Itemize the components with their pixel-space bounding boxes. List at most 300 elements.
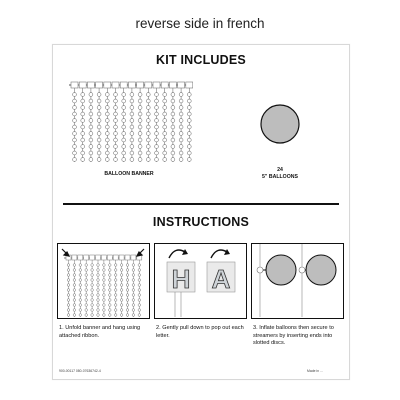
banner-disc xyxy=(171,125,175,129)
banner-disc xyxy=(163,112,167,116)
banner-disc xyxy=(81,138,85,142)
banner-disc xyxy=(187,151,191,155)
banner-disc xyxy=(81,132,85,136)
banner-disc xyxy=(89,106,93,110)
banner-disc xyxy=(97,264,100,267)
banner-disc xyxy=(73,119,77,123)
banner-disc xyxy=(171,138,175,142)
banner-disc xyxy=(120,274,123,277)
banner-disc xyxy=(97,309,100,312)
banner-disc xyxy=(187,112,191,116)
banner-disc xyxy=(155,132,159,136)
banner-disc xyxy=(126,299,129,302)
banner-disc xyxy=(109,304,112,307)
banner-disc xyxy=(89,125,93,129)
banner-disc xyxy=(163,151,167,155)
banner-disc xyxy=(97,106,101,110)
banner-disc xyxy=(132,309,135,312)
banner-disc xyxy=(163,93,167,97)
banner-disc xyxy=(97,138,101,142)
banner-disc xyxy=(171,132,175,136)
banner-disc xyxy=(73,106,77,110)
banner-disc xyxy=(130,112,134,116)
banner-disc xyxy=(97,314,100,317)
banner-disc xyxy=(97,132,101,136)
banner-disc xyxy=(109,309,112,312)
banner-disc xyxy=(187,132,191,136)
banner-disc xyxy=(187,138,191,142)
banner-disc xyxy=(67,284,70,287)
banner-disc xyxy=(122,151,126,155)
banner-disc xyxy=(114,279,117,282)
banner-disc xyxy=(171,145,175,149)
banner-disc xyxy=(91,309,94,312)
banner-disc xyxy=(81,106,85,110)
banner-disc xyxy=(122,138,126,142)
banner-disc xyxy=(122,93,126,97)
banner-disc xyxy=(103,279,106,282)
banner-disc xyxy=(122,132,126,136)
banner-disc xyxy=(130,106,134,110)
banner-pennant xyxy=(137,82,144,88)
banner-disc xyxy=(155,93,159,97)
banner-disc xyxy=(122,119,126,123)
banner-disc xyxy=(85,279,88,282)
banner-disc xyxy=(126,304,129,307)
banner-disc xyxy=(163,125,167,129)
banner-pennant xyxy=(119,255,124,260)
banner-disc xyxy=(138,289,141,292)
banner-disc xyxy=(105,93,109,97)
banner-disc xyxy=(114,93,118,97)
banner-disc xyxy=(146,125,150,129)
banner-disc xyxy=(89,112,93,116)
banner-disc xyxy=(114,145,118,149)
step-2-illustration xyxy=(154,243,247,319)
banner-disc xyxy=(67,274,70,277)
banner-disc xyxy=(138,314,141,317)
banner-disc xyxy=(171,106,175,110)
banner-pennant xyxy=(113,255,118,260)
banner-disc xyxy=(138,112,142,116)
banner-disc xyxy=(126,289,129,292)
banner-disc xyxy=(138,158,142,162)
banner-disc xyxy=(73,284,76,287)
banner-disc xyxy=(91,294,94,297)
banner-disc xyxy=(105,145,109,149)
banner-disc xyxy=(122,158,126,162)
banner-disc xyxy=(85,269,88,272)
banner-disc xyxy=(97,93,101,97)
balloons-label: 5" BALLOONS xyxy=(262,174,298,180)
banner-disc xyxy=(105,138,109,142)
banner-pennant xyxy=(78,255,83,260)
banner-pennant xyxy=(72,255,77,260)
footer-product-codes: 900-00117 080-07636742-4 xyxy=(59,369,101,373)
banner-disc xyxy=(120,289,123,292)
banner-disc xyxy=(73,269,76,272)
step-1-illustration xyxy=(57,243,150,319)
banner-disc xyxy=(91,264,94,267)
banner-disc xyxy=(91,314,94,317)
banner-disc xyxy=(114,99,118,103)
banner-disc xyxy=(89,138,93,142)
banner-disc xyxy=(73,289,76,292)
banner-pennant xyxy=(71,82,78,88)
banner-disc xyxy=(85,284,88,287)
banner-disc xyxy=(85,274,88,277)
banner-disc xyxy=(91,304,94,307)
banner-disc xyxy=(146,151,150,155)
banner-disc xyxy=(155,106,159,110)
banner-disc xyxy=(130,119,134,123)
banner-disc xyxy=(85,264,88,267)
banner-disc xyxy=(91,269,94,272)
banner-disc xyxy=(114,289,117,292)
banner-disc xyxy=(187,99,191,103)
banner-disc xyxy=(67,314,70,317)
banner-disc xyxy=(132,314,135,317)
banner-disc xyxy=(146,119,150,123)
banner-disc xyxy=(109,284,112,287)
banner-disc xyxy=(73,138,77,142)
banner-disc xyxy=(105,132,109,136)
banner-disc xyxy=(179,119,183,123)
banner-disc xyxy=(103,309,106,312)
banner-disc xyxy=(122,106,126,110)
banner-pennant xyxy=(145,82,152,88)
banner-pennant xyxy=(112,82,119,88)
banner-disc xyxy=(179,125,183,129)
letter-a-mark: A xyxy=(211,264,231,294)
banner-disc xyxy=(114,309,117,312)
banner-disc xyxy=(146,112,150,116)
banner-disc xyxy=(187,119,191,123)
banner-disc xyxy=(79,269,82,272)
banner-disc xyxy=(73,93,77,97)
banner-disc xyxy=(138,304,141,307)
banner-disc xyxy=(114,304,117,307)
banner-disc xyxy=(138,119,142,123)
banner-disc xyxy=(138,299,141,302)
banner-disc xyxy=(89,119,93,123)
banner-disc xyxy=(130,151,134,155)
banner-disc xyxy=(81,151,85,155)
banner-disc xyxy=(103,264,106,267)
banner-pennant xyxy=(161,82,168,88)
banner-disc xyxy=(109,269,112,272)
banner-disc xyxy=(179,106,183,110)
banner-disc xyxy=(67,269,70,272)
banner-disc xyxy=(109,279,112,282)
banner-disc xyxy=(155,145,159,149)
balloons-count: 24 xyxy=(277,167,283,173)
banner-disc xyxy=(114,151,118,155)
banner-disc xyxy=(103,294,106,297)
banner-pennant xyxy=(131,255,136,260)
banner-disc xyxy=(73,294,76,297)
banner-disc xyxy=(103,314,106,317)
banner-disc xyxy=(122,145,126,149)
banner-disc xyxy=(105,151,109,155)
banner-pennant xyxy=(153,82,160,88)
banner-disc xyxy=(105,99,109,103)
banner-disc xyxy=(114,158,118,162)
banner-disc xyxy=(171,93,175,97)
banner-disc xyxy=(79,294,82,297)
banner-disc xyxy=(163,99,167,103)
banner-pennant xyxy=(107,255,112,260)
banner-pennant xyxy=(87,82,94,88)
banner-disc xyxy=(73,151,77,155)
banner-disc xyxy=(91,289,94,292)
banner-disc xyxy=(130,125,134,129)
banner-disc xyxy=(85,309,88,312)
banner-disc xyxy=(79,289,82,292)
banner-disc xyxy=(179,145,183,149)
banner-disc xyxy=(114,119,118,123)
banner-disc xyxy=(79,284,82,287)
banner-disc xyxy=(97,304,100,307)
banner-disc xyxy=(132,294,135,297)
banner-disc xyxy=(114,274,117,277)
banner-disc xyxy=(79,309,82,312)
banner-disc xyxy=(114,132,118,136)
banner-disc xyxy=(109,294,112,297)
banner-disc xyxy=(163,138,167,142)
banner-disc xyxy=(103,274,106,277)
banner-disc xyxy=(132,304,135,307)
banner-disc xyxy=(114,106,118,110)
banner-disc xyxy=(79,299,82,302)
banner-disc xyxy=(171,112,175,116)
banner-disc xyxy=(155,138,159,142)
banner-disc xyxy=(132,269,135,272)
banner-disc xyxy=(109,299,112,302)
banner-disc xyxy=(89,145,93,149)
banner-disc xyxy=(120,299,123,302)
banner-pennant xyxy=(125,255,130,260)
banner-disc xyxy=(179,112,183,116)
banner-disc xyxy=(138,132,142,136)
kit-includes-title: KIT INCLUDES xyxy=(156,53,246,67)
banner-disc xyxy=(81,158,85,162)
instruction-card xyxy=(52,44,350,380)
banner-disc xyxy=(85,289,88,292)
banner-disc xyxy=(73,279,76,282)
banner-disc xyxy=(126,284,129,287)
header-note: reverse side in french xyxy=(135,16,265,31)
banner-disc xyxy=(89,99,93,103)
banner-disc xyxy=(187,93,191,97)
banner-disc xyxy=(67,304,70,307)
banner-disc xyxy=(120,304,123,307)
banner-pennant xyxy=(186,82,193,88)
banner-disc xyxy=(120,269,123,272)
banner-disc xyxy=(89,132,93,136)
step-3-illustration xyxy=(251,243,344,319)
banner-disc xyxy=(79,314,82,317)
banner-disc xyxy=(132,289,135,292)
banner-disc xyxy=(179,132,183,136)
banner-disc xyxy=(132,274,135,277)
instructions-title: INSTRUCTIONS xyxy=(152,215,250,229)
banner-disc xyxy=(114,299,117,302)
banner-disc xyxy=(85,314,88,317)
balloon-banner-illustration xyxy=(67,81,193,165)
banner-disc xyxy=(114,112,118,116)
banner-disc xyxy=(105,106,109,110)
banner-disc xyxy=(163,106,167,110)
banner-disc xyxy=(146,93,150,97)
banner-disc xyxy=(138,145,142,149)
banner-disc xyxy=(67,294,70,297)
banner-pennant xyxy=(104,82,111,88)
banner-disc xyxy=(105,119,109,123)
banner-disc xyxy=(67,279,70,282)
banner-disc xyxy=(179,99,183,103)
banner-disc xyxy=(138,274,141,277)
banner-disc xyxy=(126,274,129,277)
banner-pennant xyxy=(120,82,127,88)
banner-disc xyxy=(187,125,191,129)
banner-disc xyxy=(114,264,117,267)
banner-disc xyxy=(126,309,129,312)
banner-disc xyxy=(97,99,101,103)
banner-disc xyxy=(105,125,109,129)
banner-disc xyxy=(81,112,85,116)
banner-disc xyxy=(85,304,88,307)
banner-disc xyxy=(91,279,94,282)
banner-disc xyxy=(130,158,134,162)
banner-disc xyxy=(67,299,70,302)
banner-pennant xyxy=(128,82,135,88)
banner-disc xyxy=(89,158,93,162)
banner-disc xyxy=(114,138,118,142)
banner-disc xyxy=(109,274,112,277)
banner-disc xyxy=(97,158,101,162)
banner-disc xyxy=(73,314,76,317)
letter-h-mark: H xyxy=(171,264,191,294)
banner-disc xyxy=(73,299,76,302)
banner-disc xyxy=(155,112,159,116)
banner-disc xyxy=(97,289,100,292)
banner-disc xyxy=(138,151,142,155)
section-divider xyxy=(63,203,339,205)
banner-disc xyxy=(114,314,117,317)
banner-disc xyxy=(163,132,167,136)
banner-disc xyxy=(146,106,150,110)
banner-disc xyxy=(122,125,126,129)
banner-disc xyxy=(109,264,112,267)
banner-disc xyxy=(103,284,106,287)
banner-disc xyxy=(138,284,141,287)
banner-disc xyxy=(79,264,82,267)
banner-disc xyxy=(81,93,85,97)
banner-disc xyxy=(81,145,85,149)
banner-disc xyxy=(105,158,109,162)
banner-disc xyxy=(67,309,70,312)
banner-pennant xyxy=(178,82,185,88)
banner-pennant xyxy=(79,82,86,88)
banner-disc xyxy=(122,99,126,103)
banner-disc xyxy=(73,158,77,162)
banner-disc xyxy=(187,145,191,149)
footer-made-in: Made in ... xyxy=(307,369,323,373)
banner-disc xyxy=(73,112,77,116)
banner-disc xyxy=(138,264,141,267)
step-2-text: 2. Gently pull down to pop out each letter. xyxy=(156,325,244,339)
banner-disc xyxy=(138,125,142,129)
banner-disc xyxy=(97,299,100,302)
banner-disc xyxy=(163,145,167,149)
banner-pennant xyxy=(90,255,95,260)
banner-disc xyxy=(73,145,77,149)
banner-disc xyxy=(155,119,159,123)
banner-disc xyxy=(73,125,77,129)
banner-disc xyxy=(146,138,150,142)
banner-disc xyxy=(120,314,123,317)
banner-disc xyxy=(97,145,101,149)
banner-disc xyxy=(73,274,76,277)
banner-disc xyxy=(97,279,100,282)
step-3-text: 3. Inflate balloons then secure to streamers by inserting ends into slotted discs. xyxy=(253,325,334,347)
banner-disc xyxy=(171,158,175,162)
banner-disc xyxy=(67,264,70,267)
banner-disc xyxy=(114,269,117,272)
banner-disc xyxy=(171,119,175,123)
banner-pennant xyxy=(96,255,101,260)
banner-disc xyxy=(179,93,183,97)
banner-disc xyxy=(138,138,142,142)
banner-disc xyxy=(122,112,126,116)
banner-disc xyxy=(146,145,150,149)
banner-disc xyxy=(120,279,123,282)
balloon-illustration xyxy=(259,103,301,145)
banner-disc xyxy=(155,158,159,162)
banner-disc xyxy=(146,132,150,136)
banner-disc xyxy=(138,309,141,312)
banner-disc xyxy=(179,138,183,142)
banner-disc xyxy=(171,151,175,155)
banner-disc xyxy=(89,93,93,97)
banner-disc xyxy=(130,93,134,97)
banner-disc xyxy=(79,274,82,277)
banner-pennant xyxy=(101,255,106,260)
banner-disc xyxy=(132,299,135,302)
banner-disc xyxy=(126,264,129,267)
banner-disc xyxy=(91,284,94,287)
banner-disc xyxy=(120,264,123,267)
banner-disc xyxy=(81,119,85,123)
banner-disc xyxy=(155,125,159,129)
banner-disc xyxy=(103,269,106,272)
banner-disc xyxy=(138,294,141,297)
banner-disc xyxy=(73,309,76,312)
banner-disc xyxy=(138,99,142,103)
banner-disc xyxy=(109,314,112,317)
banner-disc xyxy=(171,99,175,103)
banner-disc xyxy=(97,269,100,272)
banner-disc xyxy=(126,269,129,272)
banner-disc xyxy=(97,125,101,129)
banner-disc xyxy=(187,106,191,110)
banner-disc xyxy=(130,138,134,142)
banner-disc xyxy=(132,279,135,282)
banner-disc xyxy=(163,158,167,162)
banner-disc xyxy=(73,99,77,103)
banner-disc xyxy=(163,119,167,123)
